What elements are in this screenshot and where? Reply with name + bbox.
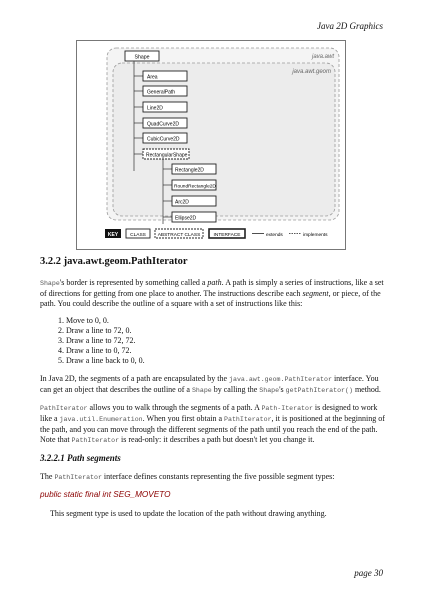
paragraph-pathiterator-interface — [40, 374, 386, 396]
key-interface-label: INTERFACE — [213, 232, 241, 238]
class-hierarchy-figure — [76, 40, 346, 250]
main-content — [40, 256, 386, 526]
code-pathiterator: PathIterator — [224, 416, 272, 423]
text-run: , it is positioned at the beginning of the path, and you can move through the different segments of the path until you reach the end of the path. Note that — [40, 414, 385, 444]
class-label-rectangle2d: Rectangle2D — [175, 167, 204, 174]
key-abstract-class-label: ABSTRACT CLASS — [157, 232, 201, 238]
class-label-arc2d: Arc2D — [175, 199, 189, 206]
square-instructions-list — [40, 316, 386, 366]
paragraph-seg-moveto-desc: This segment type is used to update the location of the path without drawing anything. — [50, 509, 327, 518]
running-header: Java 2D Graphics — [317, 21, 383, 31]
class-label-area: Area — [147, 74, 158, 81]
class-label-ellipse2d: Ellipse2D — [175, 215, 197, 222]
list-item: 1. Move to 0, 0. — [66, 316, 386, 326]
list-item: 4. Draw a line to 0, 72. — [66, 346, 386, 356]
section-heading: 3.2.2 java.awt.geom.PathIterator — [40, 256, 188, 267]
subsection-heading: 3.2.2.1 Path segments — [40, 453, 121, 463]
text-run: . When you first obtain a — [142, 414, 225, 423]
class-label-line2d: Line2D — [147, 105, 163, 112]
class-label-quadcurve2d: QuadCurve2D — [147, 121, 179, 128]
code-getpathiterator: getPathIterator() — [285, 387, 353, 394]
code-pathiterator: PathIterator — [40, 405, 88, 412]
page-number: page 30 — [354, 568, 383, 578]
key-class-label: CLASS — [130, 232, 146, 238]
class-label-generalpath: GeneralPath — [147, 89, 176, 96]
text-run: is designed to work like a — [40, 403, 378, 423]
class-hierarchy-diagram — [77, 41, 345, 249]
text-run: allows you to walk through the segments of a path. A — [87, 403, 262, 412]
text-run: is read-only: it describes a path but doesn't let you change it. — [119, 435, 315, 444]
shape-interface-label: Shape — [134, 54, 150, 61]
code-pathiterator: PathIterator — [54, 474, 102, 481]
text-run: method. — [352, 385, 381, 394]
text-run: 's border is represented by something called a — [59, 278, 208, 287]
code-enumeration: java.util.Enumeration — [59, 416, 143, 423]
term-path: path — [207, 278, 222, 287]
list-item: 5. Draw a line back to 0, 0. — [66, 356, 386, 366]
code-pathiterator-fqn: java.awt.geom.PathIterator — [229, 376, 332, 383]
class-label-roundrectangle2d: RoundRectangle2D — [174, 184, 216, 190]
package-java-awt-label: java.awt — [311, 54, 334, 60]
code-shape: Shape — [259, 387, 280, 394]
text-run: interface defines constants representing the five possible segment types: — [101, 472, 335, 481]
paragraph-segment-types — [40, 472, 386, 483]
code-pathiterator: PathIterator — [71, 437, 120, 444]
key-extends-label: extends — [266, 232, 283, 238]
text-run: 's — [279, 385, 286, 394]
class-label-cubiccurve2d: CubicCurve2D — [147, 136, 180, 143]
key-badge-label: KEY — [107, 231, 119, 238]
code-shape: Shape — [40, 280, 60, 287]
class-label-rectangularshape: RectangularShape — [146, 152, 188, 159]
code-shape: Shape — [191, 387, 212, 394]
text-run: by calling the — [211, 385, 260, 394]
term-segment: segment — [302, 289, 329, 298]
package-java-awt-geom-label: java.awt.geom — [292, 69, 331, 75]
code-pathiterator: Path-Iterator — [261, 405, 313, 412]
list-item: 3. Draw a line to 72, 72. — [66, 336, 386, 346]
paragraph-pathiterator-walk — [40, 403, 386, 446]
text-run: The — [40, 472, 55, 481]
text-run: . A path is simply a series of instructions, like a set of directions for getting from one place to another. The instructions describe each — [40, 278, 384, 298]
text-run: interface. You can get an object that describes the outline of a — [40, 374, 379, 394]
constant-seg-moveto: public static final int SEG_MOVETO — [40, 490, 171, 499]
text-run: , or piece, of the path. You could describe the outline of a square with a set of instructions like this: — [40, 289, 381, 308]
text-run: In Java 2D, the segments of a path are encapsulated by the — [40, 374, 230, 383]
paragraph-path-intro — [40, 278, 386, 309]
key-implements-label: implements — [303, 232, 328, 238]
list-item: 2. Draw a line to 72, 0. — [66, 326, 386, 336]
